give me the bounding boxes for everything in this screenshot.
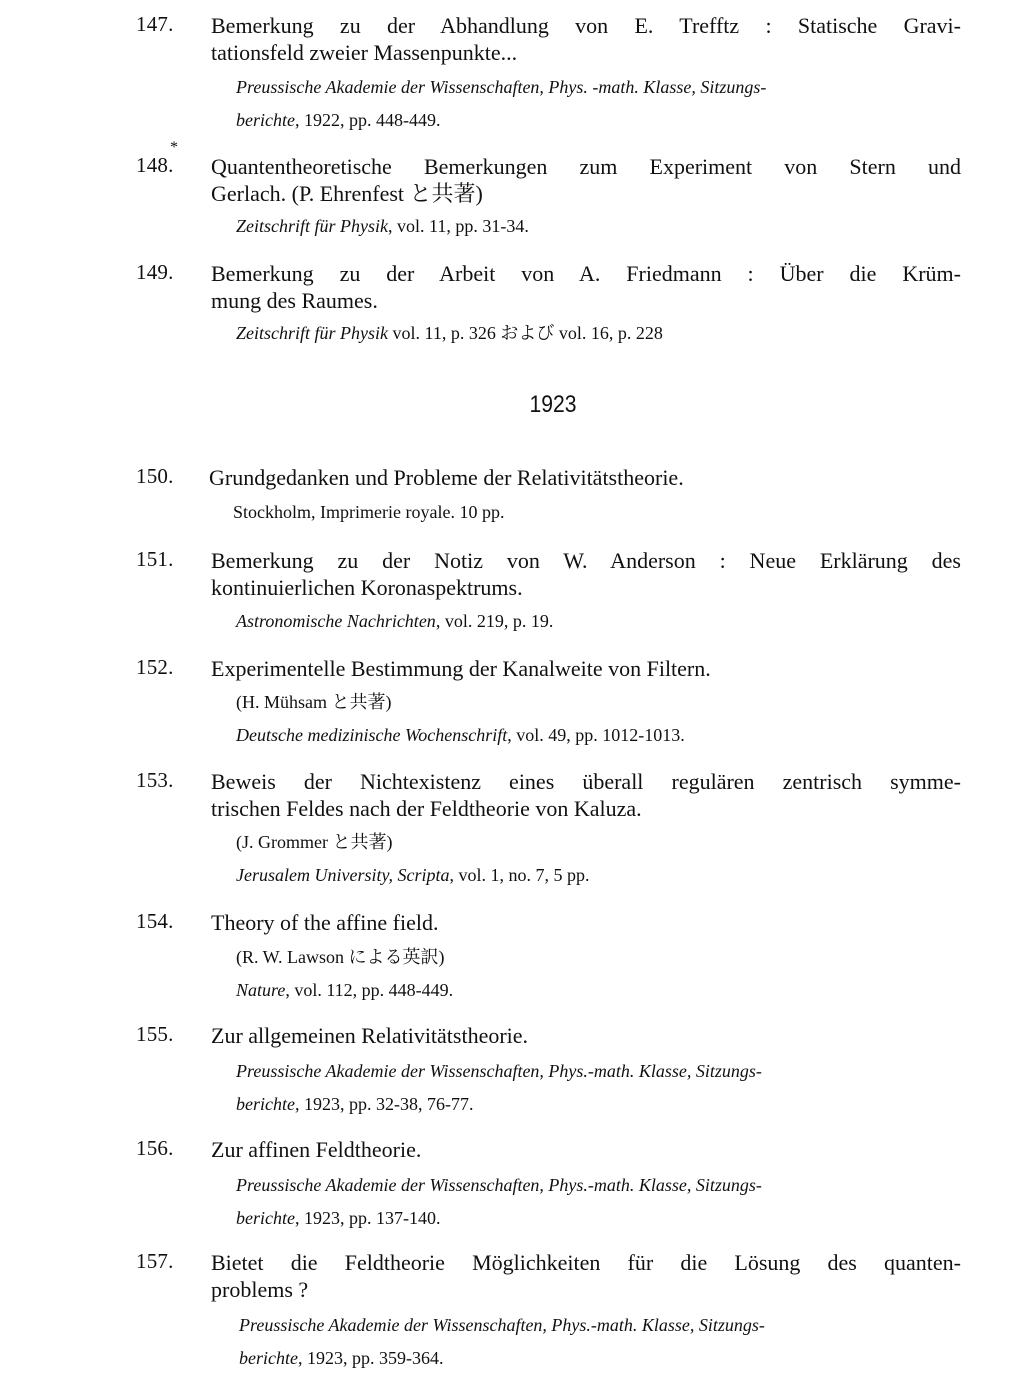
journal-name: Preussische Akademie der Wissenschaften, Phys.-math. Klasse, Sitzungs- (239, 1315, 765, 1335)
section-year-heading: 1923 (529, 391, 577, 418)
entry-title-line: mung des Raumes. (211, 288, 378, 313)
journal-name-cont: berichte (236, 1094, 295, 1114)
entry-title-line: kontinuierlichen Koronaspektrums. (211, 575, 523, 600)
reference-details: , vol. 112, pp. 448-449. (285, 980, 454, 1000)
entry-title (211, 909, 961, 936)
asterisk-mark: * (170, 139, 179, 156)
entry-reference (236, 686, 966, 752)
entry-title-line: Theory of the affine field. (211, 910, 439, 935)
entry-number: 147. (136, 12, 174, 36)
journal-name: Zeitschrift für Physik (236, 323, 388, 343)
journal-name: Zeitschrift für Physik (236, 216, 388, 236)
coauthor-note: (R. W. Lawson による英訳) (236, 947, 445, 967)
entry-title (211, 655, 961, 682)
journal-name: Jerusalem University, Scripta (236, 865, 450, 885)
entry-title-line: Bietet die Feldtheorie Möglichkeiten für die Lösung des quanten- (211, 1250, 961, 1275)
journal-name: Astronomische Nachrichten (236, 611, 436, 631)
coauthor-note: (H. Mühsam と共著) (236, 692, 392, 712)
entry-number: 156. (136, 1136, 174, 1160)
entry-title (211, 1022, 961, 1049)
entry-title-line: trischen Feldes nach der Feldtheorie von Kaluza. (211, 796, 642, 821)
entry-title-line: Grundgedanken und Probleme der Relativitätstheorie. (209, 465, 684, 490)
entry-title-line: Beweis der Nichtexistenz eines überall regulären zentrisch symme- (211, 769, 961, 794)
journal-name: Preussische Akademie der Wissenschaften, Phys.-math. Klasse, Sitzungs- (236, 1061, 762, 1081)
reference-details: Stockholm, Imprimerie royale. 10 pp. (233, 502, 505, 522)
entry-reference (236, 826, 966, 892)
entry-number: 151. (136, 547, 174, 571)
entry-title (211, 1136, 961, 1163)
journal-name: Nature (236, 980, 286, 1000)
journal-name-cont: berichte (236, 110, 295, 130)
entry-number: 148. (136, 153, 174, 177)
journal-name-cont: berichte (239, 1348, 298, 1368)
journal-name: Preussische Akademie der Wissenschaften, Phys.-math. Klasse, Sitzungs- (236, 1175, 762, 1195)
entry-reference (236, 941, 966, 1007)
entry-title (211, 768, 961, 822)
entry-title (211, 12, 961, 66)
entry-title (211, 153, 961, 207)
entry-reference (236, 1169, 966, 1235)
entry-number: 152. (136, 655, 174, 679)
entry-number: 149. (136, 260, 174, 284)
entry-number: 150. (136, 464, 174, 488)
journal-name: Preussische Akademie der Wissenschaften, Phys. -math. Klasse, Sitzungs- (236, 77, 767, 97)
entry-title (211, 547, 961, 601)
entry-title-line: Zur affinen Feldtheorie. (211, 1137, 422, 1162)
entry-number-wrap (136, 139, 179, 178)
entry-reference (233, 496, 963, 529)
entry-title-line: Bemerkung zu der Notiz von W. Anderson : Neue Erklärung des (211, 548, 961, 573)
reference-details: , vol. 49, pp. 1012-1013. (507, 725, 685, 745)
entry-reference (236, 71, 966, 137)
entry-reference (236, 605, 966, 638)
entry-reference (239, 1309, 969, 1375)
reference-details: , vol. 1, no. 7, 5 pp. (449, 865, 590, 885)
reference-details: , vol. 219, p. 19. (435, 611, 554, 631)
entry-number: 153. (136, 768, 174, 792)
entry-title-line: Bemerkung zu der Arbeit von A. Friedmann : Über die Krüm- (211, 261, 961, 286)
entry-title (211, 260, 961, 314)
entry-reference (236, 210, 966, 243)
entry-title (209, 464, 959, 491)
journal-name: Deutsche medizinische Wochenschrift (236, 725, 508, 745)
entry-title-line: Experimentelle Bestimmung der Kanalweite von Filtern. (211, 656, 711, 681)
reference-details: , 1923, pp. 32-38, 76-77. (294, 1094, 474, 1114)
journal-name-cont: berichte (236, 1208, 295, 1228)
entry-number: 157. (136, 1249, 174, 1273)
entry-number: 154. (136, 909, 174, 933)
reference-details: , vol. 11, pp. 31-34. (388, 216, 529, 236)
entry-title-line: problems ? (211, 1277, 309, 1302)
entry-reference (236, 1055, 966, 1121)
reference-details: , 1923, pp. 137-140. (294, 1208, 441, 1228)
entry-title-line: Quantentheoretische Bemerkungen zum Experiment von Stern und (211, 154, 961, 179)
entry-title (211, 1249, 961, 1303)
reference-details: , 1923, pp. 359-364. (297, 1348, 444, 1368)
entry-reference (236, 317, 966, 350)
entry-number: 155. (136, 1022, 174, 1046)
entry-title-line: Gerlach. (P. Ehrenfest と共著) (211, 181, 483, 206)
entry-title-line: Bemerkung zu der Abhandlung von E. Trefftz : Statische Gravi- (211, 13, 961, 38)
entry-title-line: Zur allgemeinen Relativitätstheorie. (211, 1023, 529, 1048)
entry-title-line: tationsfeld zweier Massenpunkte... (211, 40, 518, 65)
coauthor-note: (J. Grommer と共著) (236, 832, 393, 852)
reference-details: , 1922, pp. 448-449. (294, 110, 441, 130)
reference-details: vol. 11, p. 326 および vol. 16, p. 228 (388, 323, 663, 343)
